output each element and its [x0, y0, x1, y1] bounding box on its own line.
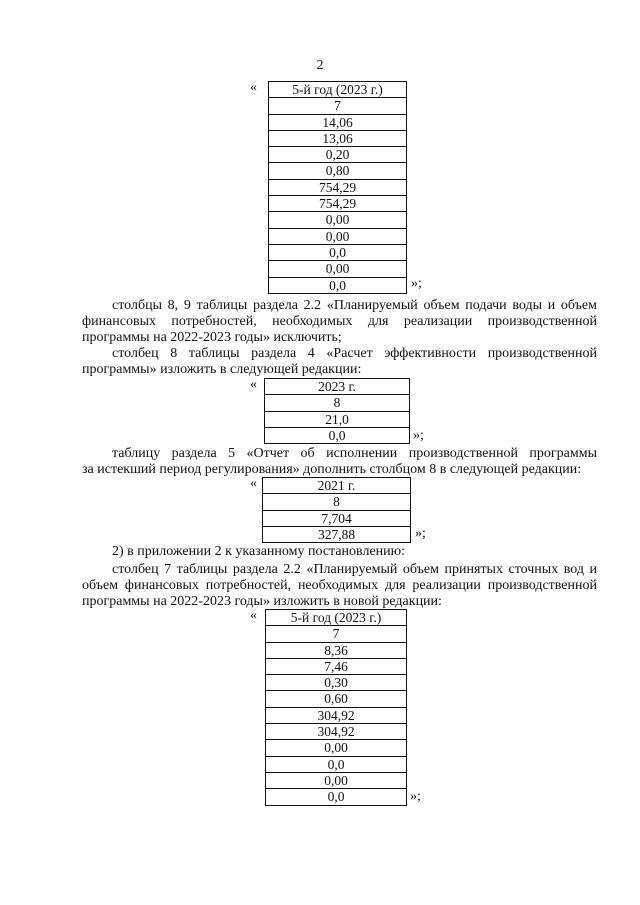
table-cell: 8	[263, 494, 411, 510]
close-quote: »;	[415, 526, 426, 541]
table-cell: 0,30	[266, 675, 407, 691]
paragraph-report-section-5	[82, 446, 597, 478]
table-row	[269, 277, 407, 293]
table-row	[269, 212, 407, 228]
table-row	[269, 147, 407, 163]
table-cell: 0,80	[269, 163, 407, 179]
table-header-cell: 2021 г.	[263, 478, 411, 494]
close-quote: »;	[413, 428, 424, 443]
table-cell: 0,60	[266, 691, 407, 707]
table-row	[266, 756, 407, 772]
table-row	[269, 228, 407, 244]
table-year-2023-water	[268, 81, 407, 294]
text-line: таблицу раздела 5 «Отчет об исполнении производственной программы	[112, 446, 597, 461]
table-row	[266, 658, 407, 674]
close-quote: »;	[411, 276, 422, 291]
paragraph-appendix-2	[82, 544, 597, 560]
table-row	[265, 427, 410, 443]
table-row	[269, 163, 407, 179]
table-cell: 7,46	[266, 658, 407, 674]
table-row	[263, 526, 411, 542]
table-year-2021	[262, 477, 411, 543]
table-row	[263, 494, 411, 510]
open-quote: «	[250, 80, 257, 95]
table-row	[266, 642, 407, 658]
open-quote: «	[250, 608, 257, 623]
text-line: программы» изложить в следующей редакции:	[82, 362, 362, 377]
table-row	[269, 196, 407, 212]
table-row	[266, 740, 407, 756]
table-row	[269, 82, 407, 98]
page-number: 2	[316, 58, 324, 73]
table-cell: 8	[265, 395, 410, 411]
table-row	[265, 379, 410, 395]
table-row	[265, 395, 410, 411]
table-cell: 7,704	[263, 510, 411, 526]
paragraph-column-7-section-2-2	[82, 562, 597, 610]
table-cell: 8,36	[266, 642, 407, 658]
table-cell: 0,20	[269, 147, 407, 163]
table-row	[266, 789, 407, 805]
table-row	[266, 772, 407, 788]
text-line: объем финансовых потребностей, необходимых для реализации производственной	[82, 578, 597, 593]
table-cell: 0,00	[269, 261, 407, 277]
open-quote: «	[250, 476, 257, 491]
table-cell: 7	[266, 626, 407, 642]
text-line: столбцы 8, 9 таблицы раздела 2.2 «Планируемый объем подачи воды и объем	[112, 298, 597, 313]
table-row	[266, 724, 407, 740]
table-cell: 754,29	[269, 179, 407, 195]
table-cell: 0,0	[269, 244, 407, 260]
table-cell: 0,0	[266, 756, 407, 772]
table-cell: 13,06	[269, 130, 407, 146]
table-cell: 0,0	[269, 277, 407, 293]
table-cell: 14,06	[269, 114, 407, 130]
table-cell: 0,00	[266, 772, 407, 788]
table-cell: 0,00	[266, 740, 407, 756]
table-row	[266, 707, 407, 723]
table-header-cell: 5-й год (2023 г.)	[266, 610, 407, 626]
table-row	[263, 510, 411, 526]
text-line: за истекший период регулирования» дополнить столбцом 8 в следующей редакции:	[82, 462, 582, 477]
table-row	[266, 675, 407, 691]
paragraph-exclude-columns	[82, 298, 597, 346]
table-cell: 21,0	[265, 411, 410, 427]
table-cell: 7	[269, 98, 407, 114]
table-row	[266, 691, 407, 707]
table-row	[269, 244, 407, 260]
close-quote: »;	[410, 789, 421, 804]
table-cell: 754,29	[269, 196, 407, 212]
open-quote: «	[250, 377, 257, 392]
table-year-2023-wastewater	[265, 609, 407, 806]
text-line: столбец 7 таблицы раздела 2.2 «Планируемый объем принятых сточных вод и	[112, 562, 597, 577]
table-cell: 304,92	[266, 707, 407, 723]
table-cell: 0,00	[269, 212, 407, 228]
table-cell: 0,0	[266, 789, 407, 805]
table-row	[266, 626, 407, 642]
table-cell: 327,88	[263, 526, 411, 542]
table-row	[269, 130, 407, 146]
table-row	[269, 98, 407, 114]
text-line: программы на 2022-2023 годы» изложить в новой редакции:	[82, 594, 442, 609]
table-header-cell: 5-й год (2023 г.)	[269, 82, 407, 98]
table-cell: 0,00	[269, 228, 407, 244]
table-row	[269, 114, 407, 130]
table-cell: 0,0	[265, 427, 410, 443]
table-row	[265, 411, 410, 427]
text-line: 2) в приложении 2 к указанному постановлению:	[112, 544, 406, 559]
text-line: финансовых потребностей, необходимых для реализации производственной	[82, 314, 597, 329]
table-row	[266, 610, 407, 626]
table-row	[269, 179, 407, 195]
text-line: столбец 8 таблицы раздела 4 «Расчет эффективности производственной	[112, 346, 597, 361]
text-line: программы на 2022-2023 годы» исключить;	[82, 330, 342, 345]
table-row	[269, 261, 407, 277]
table-row	[263, 478, 411, 494]
table-cell: 304,92	[266, 724, 407, 740]
table-year-2023-efficiency	[264, 378, 410, 444]
table-header-cell: 2023 г.	[265, 379, 410, 395]
paragraph-column-8-section-4	[82, 346, 597, 378]
